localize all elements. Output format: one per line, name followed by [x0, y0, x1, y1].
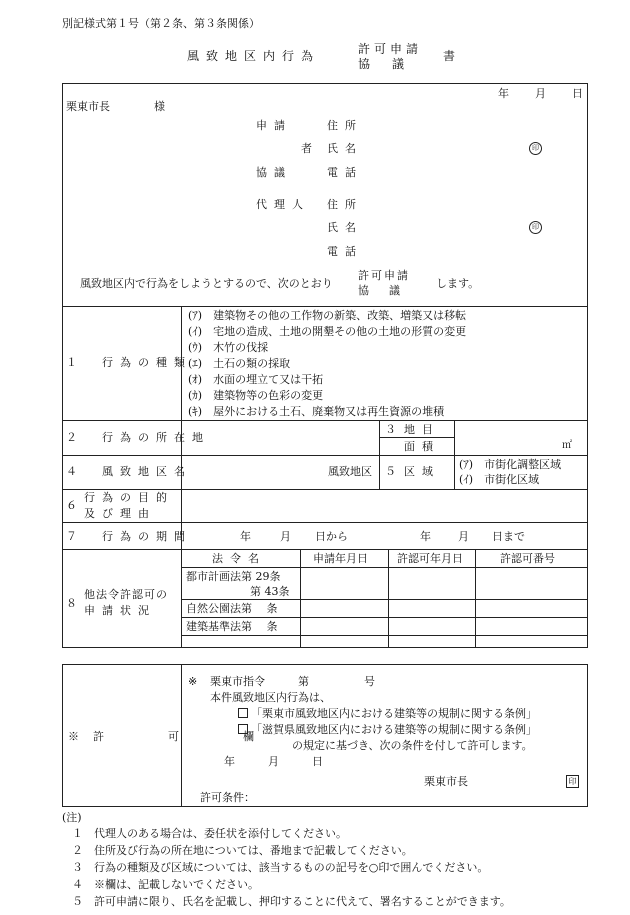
period-end-day: 日まで — [492, 530, 525, 543]
act-type-option-d: (ｴ) 土石の類の採取 — [188, 357, 291, 370]
applicant-phone-label: 電話 — [327, 166, 363, 179]
period-start-month: 月 — [280, 530, 291, 543]
ordinance-option-city: 「栗東市風致地区内における建築等の規制に関する条例」 — [238, 708, 537, 719]
period-start-year: 年 — [240, 530, 251, 543]
other-permits-label-line2: 申請状況 — [84, 604, 156, 617]
area-unit: ㎡ — [562, 440, 572, 451]
date-year: 年 — [498, 87, 509, 100]
zone-option-urbanization-control: (ｱ) 市街化調整区域 — [459, 458, 562, 471]
permit-mark: ※ — [188, 675, 198, 688]
permit-order-number: 栗東市指令 第 号 — [210, 675, 375, 688]
applicant-label-2: 者 — [301, 142, 319, 155]
period-start-day: 日から — [315, 530, 348, 543]
date-month: 月 — [535, 87, 546, 100]
district-value: 風致地区 — [328, 465, 372, 478]
purpose-number: ６ — [66, 499, 77, 512]
area-label: 面積 — [404, 440, 440, 453]
applicant-label: 申請 — [256, 119, 292, 132]
period-end-year: 年 — [420, 530, 431, 543]
land-category-label: 地目 — [404, 423, 440, 436]
header-application-date: 申請年月日 — [313, 552, 368, 565]
declaration-suffix: します。 — [436, 277, 480, 290]
purpose-label-line1: 行為の目的 — [84, 491, 174, 504]
area-number: ３ — [385, 423, 396, 436]
law-row-building-standards: 建築基準法第 条 — [186, 620, 278, 633]
header-law-name: 法令名 — [212, 552, 266, 565]
period-label: ７ 行為の期間 — [66, 530, 192, 543]
permit-basis-text: の規定に基づき、次の条件を付して許可します。 — [292, 739, 533, 752]
district-label: ４ 風致地区名 — [66, 465, 192, 478]
form-title-option-consult: 協議 — [358, 57, 427, 71]
agent-label: 代理人 — [256, 198, 310, 211]
zone-label: 区域 — [404, 465, 440, 478]
permit-signer: 栗東市長 — [424, 775, 468, 788]
header-approval-date: 許認可年月日 — [397, 552, 463, 565]
act-type-option-a: (ｱ) 建築物その他の工作物の新築、改築、増築又は移転 — [188, 309, 467, 322]
form-title-option-permit: 許可申請 — [358, 42, 423, 56]
date-day: 日 — [572, 87, 583, 100]
ordinance-city-checkbox[interactable] — [238, 708, 248, 718]
zone-option-urbanization: (ｲ) 市街化区域 — [459, 473, 540, 486]
note-item: ４ ※欄は、記載しないでください。 — [72, 878, 259, 891]
note-item: １ 代理人のある場合は、委任状を添付してください。 — [72, 827, 347, 840]
act-type-option-f: (ｶ) 建築物等の色彩の変更 — [188, 389, 324, 402]
permit-date: 年 月 日 — [224, 755, 323, 768]
law-row-city-planning-29: 都市計画法第 29条 — [186, 570, 281, 583]
applicant-seal-icon: 印 — [529, 142, 542, 155]
purpose-label-line2: 及び理由 — [84, 507, 156, 520]
ordinance-option-prefecture: 「滋賀県風致地区内における建築等の規制に関する条例」 — [238, 724, 537, 735]
form-title-suffix: 書 — [443, 49, 456, 63]
mayor-seal-icon: 印 — [566, 775, 579, 788]
ordinance-prefecture-checkbox[interactable] — [238, 724, 248, 734]
permit-intro: 本件風致地区内行為は、 — [210, 691, 331, 704]
agent-phone-label: 電話 — [327, 245, 363, 258]
header-approval-number: 許認可番号 — [500, 552, 555, 565]
declaration-option-permit: 許可申請 — [358, 269, 410, 282]
permit-conditions-label: 許可条件： — [200, 791, 255, 804]
declaration-text: 風致地区内で行為をしようとするので、次のとおり — [80, 277, 333, 290]
zone-number: ５ — [385, 465, 396, 478]
act-type-option-e: (ｵ) 水面の埋立て又は干拓 — [188, 373, 324, 386]
location-label: ２ 行為の所在地 — [66, 431, 210, 444]
permit-label: ※許 可 欄 — [68, 730, 268, 743]
note-item: ２ 住所及び行為の所在地については、番地まで記載してください。 — [72, 844, 413, 857]
notes-heading: (注) — [62, 811, 82, 824]
act-type-option-g: (ｷ) 屋外における土石、廃棄物又は再生資源の堆積 — [188, 405, 445, 418]
consult-label: 協議 — [256, 166, 292, 179]
other-permits-label-line1: 他法令許認可の — [84, 588, 168, 601]
form-title-main: 風致地区内行為 — [187, 49, 321, 63]
declaration-option-consult: 協議 — [358, 284, 420, 297]
applicant-name-label: 氏名 — [327, 142, 363, 155]
agent-seal-icon: 印 — [529, 221, 542, 234]
period-end-month: 月 — [458, 530, 469, 543]
note-item: ３ 行為の種類及び区域については、該当するものの記号を○印で囲んでください。 — [72, 861, 489, 874]
addressee: 栗東市長 様 — [66, 100, 165, 113]
applicant-address-label: 住所 — [327, 119, 363, 132]
other-permits-number: ８ — [66, 597, 77, 610]
agent-name-label: 氏名 — [327, 221, 363, 234]
act-type-option-c: (ｳ) 木竹の伐採 — [188, 341, 269, 354]
law-row-city-planning-43: 第 43条 — [250, 585, 290, 598]
act-type-label: １ 行為の種類 — [66, 356, 192, 369]
note-item: ５ 許可申請に限り、氏名を記載し、押印することに代えて、署名することができます。 — [72, 895, 511, 908]
form-label: 別記様式第１号（第２条、第３条関係） — [62, 17, 260, 30]
agent-address-label: 住所 — [327, 198, 363, 211]
act-type-option-b: (ｲ) 宅地の造成、土地の開墾その他の土地の形質の変更 — [188, 325, 467, 338]
law-row-natural-parks: 自然公園法第 条 — [186, 602, 278, 615]
